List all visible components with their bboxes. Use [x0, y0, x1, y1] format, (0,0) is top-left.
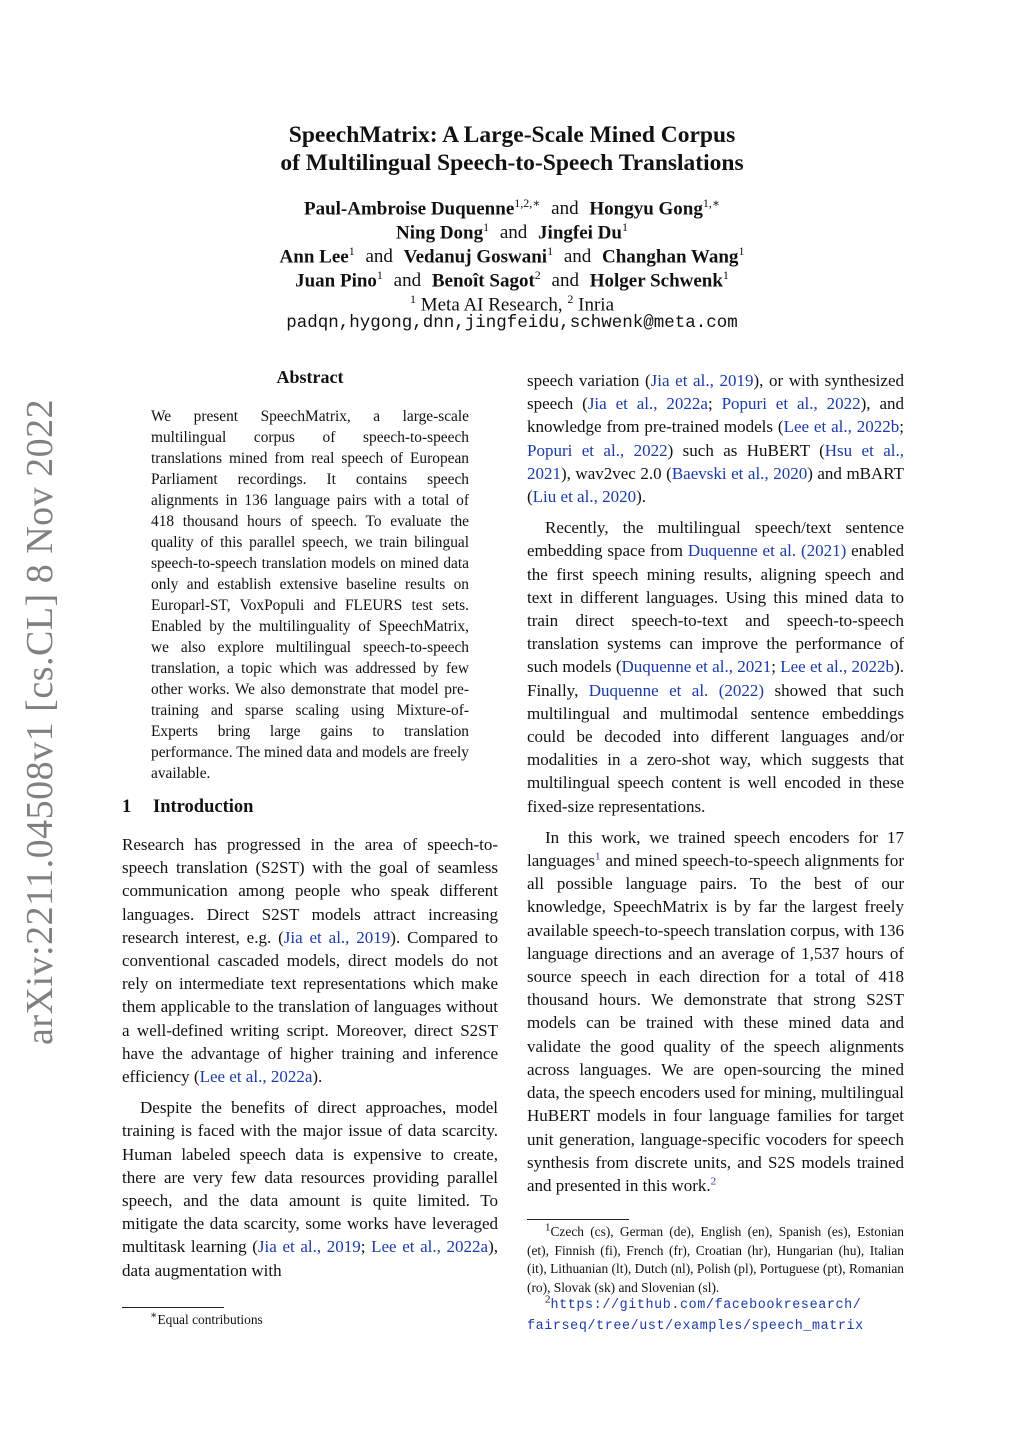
arxiv-stamp: arXiv:2211.04508v1 [cs.CL] 8 Nov 2022	[19, 398, 61, 1045]
citation-link[interactable]: Liu et al., 2020	[532, 487, 637, 507]
author-separator: and	[495, 222, 533, 244]
citation-link[interactable]: Lee et al., 2022a	[199, 1067, 313, 1087]
author-name: Hongyu Gong	[589, 198, 703, 220]
footnote-reference[interactable]: 1	[594, 850, 601, 863]
abstract-text: We present SpeechMatrix, a large-scale multilingual corpus of speech-to-speech translations mined from real speech of European Parliament recordings. It contains speech alignments in 136 language pairs with a total of 418 thousand hours of speech. To evaluate the quality of this parallel speech, we train bilingual speech-to-speech translation models on mined data only and establish extensive baseline results on Europarl-ST, VoxPopuli and FLEURS test sets. Enabled by the multilinguality of SpeechMatrix, we also explore multilingual speech-to-speech translation, a topic which was addressed by few other works. We also demonstrate that model pre-training and sparse scaling using Mixture-of-Experts bring large gains to translation performance. The mined data and models are freely available.	[151, 408, 469, 782]
abstract-heading: Abstract	[276, 367, 344, 387]
paper-title-line-1: SpeechMatrix: A Large-Scale Mined Corpus	[288, 122, 736, 148]
author-affiliation-mark: 1	[483, 220, 490, 234]
footnote-equal-contrib	[150, 1311, 490, 1330]
citation-link[interactable]: Jia et al., 2019	[650, 371, 754, 390]
author-separator: and	[546, 270, 584, 292]
affil-meta: Meta AI Research,	[420, 294, 563, 316]
author-separator: and	[388, 270, 426, 292]
intro-paragraph-4: Recently, the multilingual speech/text sentence embedding space from Duquenne et al. (2021) enabled the first speech mining results, aligning speech and text in different languages. Using this mined data to train direct speech-to-text and speech-to-speech translation systems can improve the performance of such models (Duquenne et al., 2021; Lee et al., 2022b). Finally, Duquenne et al. (2022) showed that such multilingual and multimodal sentence embeddings could be decoded into different languages and/or modalities in a zero-shot way, which suggests that multilingual speech content is well encoded in these fixed-size representations.	[527, 518, 904, 816]
author-name: Vedanuj Goswani	[403, 246, 548, 268]
footnote-1-mark: 1	[545, 1221, 551, 1234]
author-affiliation-mark: 1	[376, 268, 383, 282]
affil-inria: Inria	[578, 294, 615, 316]
section-title: Introduction	[153, 797, 254, 817]
section-heading-introduction	[122, 797, 253, 818]
citation-link[interactable]: Lee et al., 2022b	[780, 657, 895, 677]
footnote-2-url-2[interactable]: fairseq/tree/ust/examples/speech_matrix	[527, 1318, 864, 1334]
affil-sup-1: 1	[409, 292, 416, 306]
citation-link[interactable]: Duquenne et al. (2021)	[687, 541, 847, 561]
author-name: Juan Pino	[295, 270, 377, 292]
author-affiliation-mark: 1,2,∗	[514, 196, 541, 210]
author-name: Paul-Ambroise Duquenne	[303, 198, 515, 220]
citation-link[interactable]: Baevski et al., 2020	[671, 463, 808, 483]
citation-link[interactable]: Duquenne et al., 2021	[621, 657, 772, 677]
author-name: Holger Schwenk	[589, 270, 723, 292]
author-affiliation-mark: 1,∗	[702, 196, 721, 210]
citation-link[interactable]: Jia et al., 2022a	[587, 394, 708, 414]
author-separator: and	[360, 246, 398, 268]
author-affiliation-mark: 2	[534, 268, 541, 282]
intro-paragraph-5: In this work, we trained speech encoders for 17 languages$^1$ and mined speech-to-speech alignments for all possible language pairs. To the best of our knowledge, SpeechMatrix is by far the largest freely available speech-to-speech translation corpus, with 136 language directions and an average of 1,537 hours of source speech in each direction for a total of 418 thousand hours. We demonstrate that strong S2ST models can be trained with these mined data and validate the good quality of the speech alignments across languages. We are open-sourcing the mined data, the speech encoders used for mining, multilingual HuBERT models in four language families for target unit generation, language-specific vocoders for speech synthesis from discrete units, and S2S models trained and presented in this work.$^2$	[527, 827, 904, 1195]
intro-paragraph-2: Despite the benefits of direct approaches, model training is faced with the major issue of data scarcity. Human labeled speech data is expensive to create, there are very few data resources providing parallel speech, and the data amount is quite limited. To mitigate the data scarcity, some works have leveraged multitask learning (Jia et al., 2019; Lee et al., 2022a), data augmentation with	[122, 1098, 498, 1280]
affil-sup-2: 2	[567, 292, 574, 306]
citation-link[interactable]: Duquenne et al. (2022)	[588, 680, 765, 700]
footnote-mark: ∗	[150, 1309, 158, 1322]
author-name: Benoît Sagot	[431, 270, 535, 292]
citation-link[interactable]: Jia et al., 2019	[257, 1237, 361, 1257]
footnote-1	[527, 1223, 904, 1297]
footnote-rule-right	[527, 1219, 629, 1220]
footnote-2	[527, 1295, 904, 1336]
right-column-body	[527, 369, 904, 1197]
citation-link[interactable]: Jia et al., 2019	[283, 927, 391, 947]
author-emails: padqn,hygong,dnn,jingfeidu,schwenk@meta.com	[286, 313, 738, 333]
footnote-1-text: Czech (cs), German (de), English (en), Spanish (es), Estonian (et), Finnish (fi), French (fr), Croatian (hr), Hungarian (hu), Italian (it), Lithuanian (lt), Dutch (nl), Polish (pl), Portuguese (pt), Romanian (ro), Slovak (sk) and Slovenian (sl).	[527, 1224, 904, 1295]
section-number: 1	[122, 797, 132, 817]
footnote-2-url-1[interactable]: https://github.com/facebookresearch/	[550, 1298, 862, 1313]
citation-link[interactable]: Lee et al., 2022b	[783, 417, 900, 437]
author-name: Ning Dong	[396, 222, 484, 244]
author-name: Ann Lee	[279, 246, 349, 268]
citation-link[interactable]: Popuri et al., 2022	[721, 394, 861, 414]
footnote-reference[interactable]: 2	[710, 1175, 717, 1188]
paper-title-line-2: of Multilingual Speech-to-Speech Translations	[280, 150, 744, 176]
intro-paragraph-1: Research has progressed in the area of speech-to-speech translation (S2ST) with the goal of seamless communication among people who speak different languages. Direct S2ST models attract increasing research interest, e.g. (Jia et al., 2019). Compared to conventional cascaded models, direct models do not rely on intermediate text representations which make them applicable to the translation of languages without a well-defined writing script. Moreover, direct S2ST have the advantage of higher training and inference efficiency (Lee et al., 2022a).	[122, 835, 498, 1087]
left-column-body	[122, 833, 498, 1282]
intro-paragraph-3: speech variation (Jia et al., 2019), or with synthesized speech (Jia et al., 2022a; Popuri et al., 2022), and knowledge from pre-trained models (Lee et al., 2022b; Popuri et al., 2022) such as HuBERT (Hsu et al., 2021), wav2vec 2.0 (Baevski et al., 2020) and mBART (Liu et al., 2020).	[527, 371, 904, 507]
author-separator: and	[546, 198, 584, 220]
citation-link[interactable]: Hsu et al., 2021	[527, 440, 904, 483]
author-name: Jingfei Du	[538, 222, 622, 244]
citation-link[interactable]: Popuri et al., 2022	[527, 440, 668, 460]
citation-link[interactable]: Lee et al., 2022a	[371, 1237, 489, 1257]
author-separator: and	[559, 246, 597, 268]
author-name: Changhan Wang	[602, 246, 739, 268]
footnote-rule-left	[122, 1307, 224, 1308]
author-affiliation-mark: 1	[621, 220, 628, 234]
author-affiliation-mark: 1	[722, 268, 729, 282]
footnote-text: Equal contributions	[157, 1312, 263, 1327]
author-affiliation-mark: 1	[348, 244, 355, 258]
footnote-2-mark: 2	[545, 1293, 551, 1306]
author-affiliation-mark: 1	[738, 244, 745, 258]
author-affiliation-mark: 1	[547, 244, 554, 258]
